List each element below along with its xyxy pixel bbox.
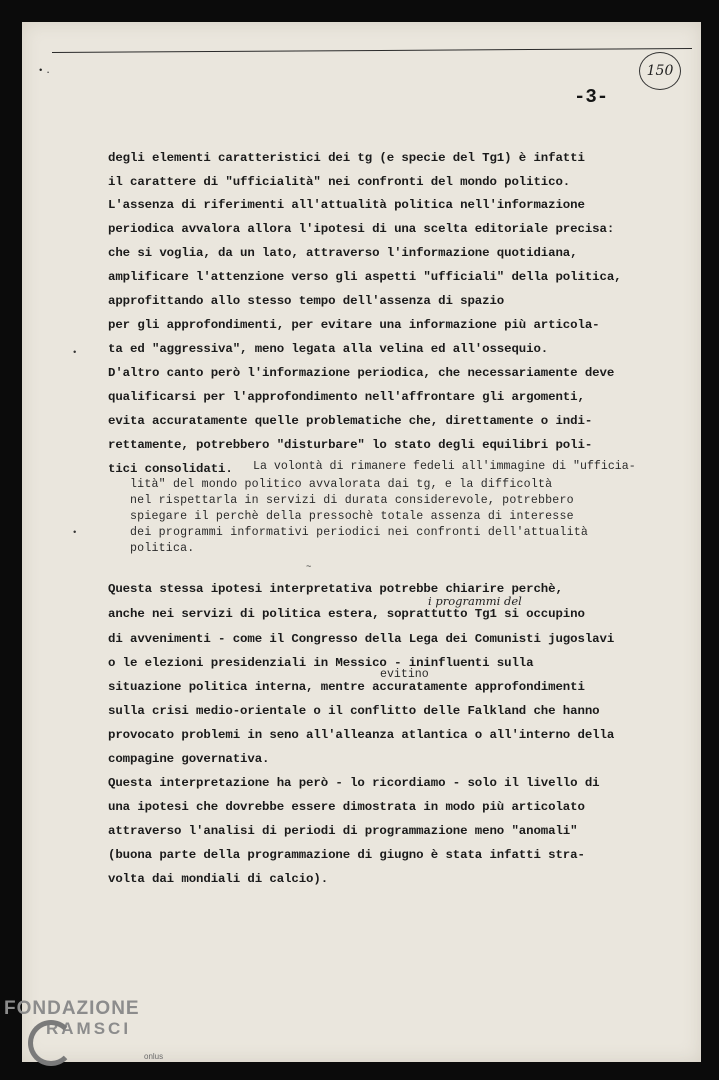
text-line: compagine governativa. [108,752,270,766]
insert-line: spiegare il perchè della pressochè totale assenza di interesse [130,510,574,523]
insert-line: La volontà di rimanere fedeli all'immagine di "ufficia- [253,460,636,473]
logo-g-icon [28,1020,74,1066]
margin-mark: ~ [306,562,312,572]
text-line: rettamente, potrebbero "disturbare" lo stato degli equilibri poli- [108,438,593,452]
margin-dots: •. [38,66,53,76]
top-rule [52,48,692,53]
text-line: degli elementi caratteristici dei tg (e specie del Tg1) è infatti [108,151,585,165]
page-number: -3- [574,86,609,108]
text-line: Questa stessa ipotesi interpretativa potrebbe chiarire perchè, [108,582,563,596]
text-line: D'altro canto però l'informazione periodica, che necessariamente deve [108,366,615,380]
insert-line: nel rispettarla in servizi di durata considerevole, potrebbero [130,494,574,507]
text-line: periodica avvalora allora l'ipotesi di una scelta editoriale precisa: [108,222,615,236]
text-line: sulla crisi medio-orientale o il conflitto delle Falkland che hanno [108,704,600,718]
insert-line: lità" del mondo politico avvalorata dai tg, e la difficoltà [130,478,553,491]
text-line: qualificarsi per l'approfondimento nell'affrontare gli argomenti, [108,390,585,404]
text-line: attraverso l'analisi di periodi di programmazione meno "anomali" [108,824,578,838]
text-line: approfittando allo stesso tempo dell'assenza di spazio [108,294,505,308]
text-line: provocato problemi in seno all'alleanza atlantica o all'interno della [108,728,615,742]
logo-text: FONDAZIONE [4,998,140,1019]
text-line: L'assenza di riferimenti all'attualità politica nell'informazione [108,198,585,212]
insert-line: dei programmi informativi periodici nei confronti dell'attualità [130,526,589,539]
margin-mark: • [72,348,78,358]
text-line: o le elezioni presidenziali in Messico - ininfluenti sulla [108,656,534,670]
text-line: il carattere di "ufficialità" nei confronti del mondo politico. [108,175,571,189]
text-line: una ipotesi che dovrebbe essere dimostrata in modo più articolato [108,800,585,814]
text-line: evita accuratamente quelle problematiche che, direttamente o indi- [108,414,593,428]
text-line: anche nei servizi di politica estera, soprattutto Tg1 si occupino [108,607,585,621]
text-line: amplificare l'attenzione verso gli aspetti "ufficiali" della politica, [108,270,622,284]
text-line: volta dai mondiali di calcio). [108,872,329,886]
folio-number: 150 [639,52,681,90]
text-line: ta ed "aggressiva", meno legata alla velina ed all'ossequio. [108,342,549,356]
text-line: tici consolidati. [108,462,233,476]
text-line: per gli approfondimenti, per evitare una informazione più articola- [108,318,600,332]
typed-insert: evitino [380,668,429,681]
handwritten-insert: i programmi del [428,594,522,608]
text-line: Questa interpretazione ha però - lo ricordiamo - solo il livello di [108,776,600,790]
logo-text: RAMSCI [46,1019,132,1038]
insert-line: politica. [130,542,195,555]
text-line: (buona parte della programmazione di giugno è stata infatti stra- [108,848,585,862]
margin-mark: • [72,528,78,538]
logo-subtitle: onlus [144,1052,164,1061]
text-line: che si voglia, da un lato, attraverso l'informazione quotidiana, [108,246,578,260]
text-line: situazione politica interna, mentre accuratamente approfondimenti [108,680,585,694]
archive-logo [4,998,164,1061]
text-line: di avvenimenti - come il Congresso della Lega dei Comunisti jugoslavi [108,632,615,646]
